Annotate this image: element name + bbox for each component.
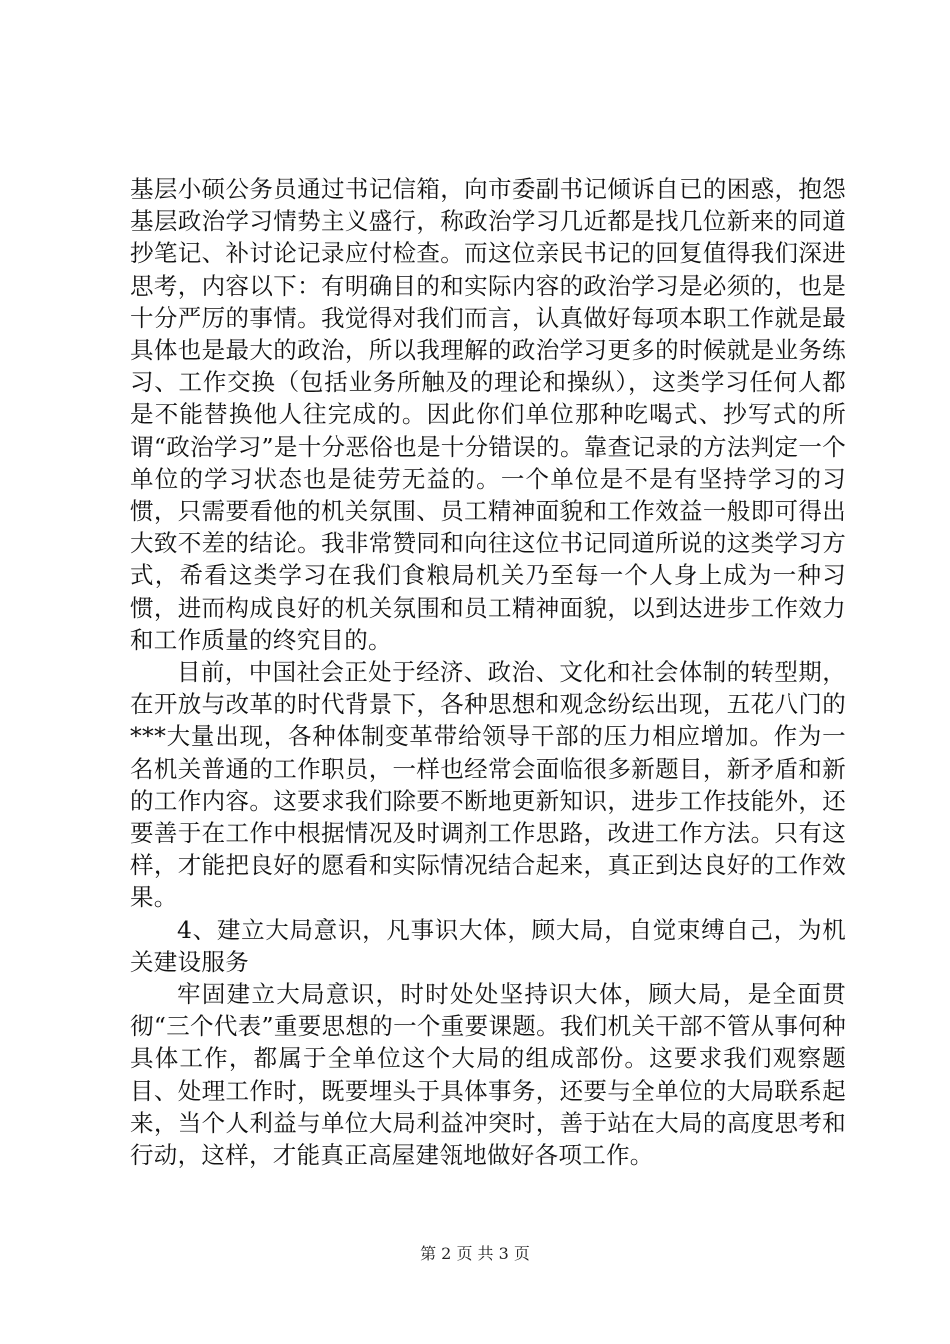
- document-body: [130, 173, 846, 1171]
- page-footer: 第 2 页 共 3 页: [420, 1244, 530, 1263]
- paragraph-political-study: 基层小硕公务员通过书记信箱，向市委副书记倾诉自已的困惑，抱怨基层政治学习情势主义盛行，称政治学习几近都是找几位新来的同道抄笔记、补讨论记录应付检查。而这位亲民书记的回复值得我们深进思考，内容以下：有明确目的和实际内容的政治学习是必须的，也是十分严厉的事情。我觉得对我们而言，认真做好每项本职工作就是最具体也是最大的政治，所以我理解的政治学习更多的时候就是业务练习、工作交换（包括业务所触及的理论和操纵），这类学习任何人都是不能替换他人往完成的。因此你们单位那种吃喝式、抄写式的所谓“政治学习”是十分恶俗也是十分错误的。靠查记录的方法判定一个单位的学习状态也是徒劳无益的。一个单位是不是有坚持学习的习惯，只需要看他的机关氛围、员工精神面貌和工作效益一般即可得出大致不差的结论。我非常赞同和向往这位书记同道所说的这类学习方式，希看这类学习在我们食粮局机关乃至每一个人身上成为一种习惯，进而构成良好的机关氛围和员工精神面貌，以到达进步工作效力和工作质量的终究目的。: [130, 175, 846, 654]
- paragraph-social-transition: 目前，中国社会正处于经济、政治、文化和社会体制的转型期，在开放与改革的时代背景下，各种思想和观念纷纭出现，五花八门的***大量出现，各种体制变革带给领导干部的压力相应增加。作为一名机关普通的工作职员，一样也经常会面临很多新题目，新矛盾和新的工作内容。这要求我们除要不断地更新知识，进步工作技能外，还要善于在工作中根据情况及时调剂工作思路，改进工作方法。只有这样，才能把良好的愿看和实际情况结合起来，真正到达良好的工作效果。: [130, 658, 846, 912]
- paragraph-overall-awareness: 牢固建立大局意识，时时处处坚持识大体，顾大局，是全面贯彻“三个代表”重要思想的一个重要课题。我们机关干部不管从事何种具体工作，都属于全单位这个大局的组成部份。这要求我们观察题目、处理工作时，既要埋头于具体事务，还要与全单位的大局联系起来，当个人利益与单位大局利益冲突时，善于站在大局的高度思考和行动，这样，才能真正高屋建瓴地做好各项工作。: [130, 980, 846, 1170]
- section-heading-overall-awareness: 4、建立大局意识，凡事识大体，顾大局，自觉束缚自己，为机关建设服务: [130, 915, 846, 976]
